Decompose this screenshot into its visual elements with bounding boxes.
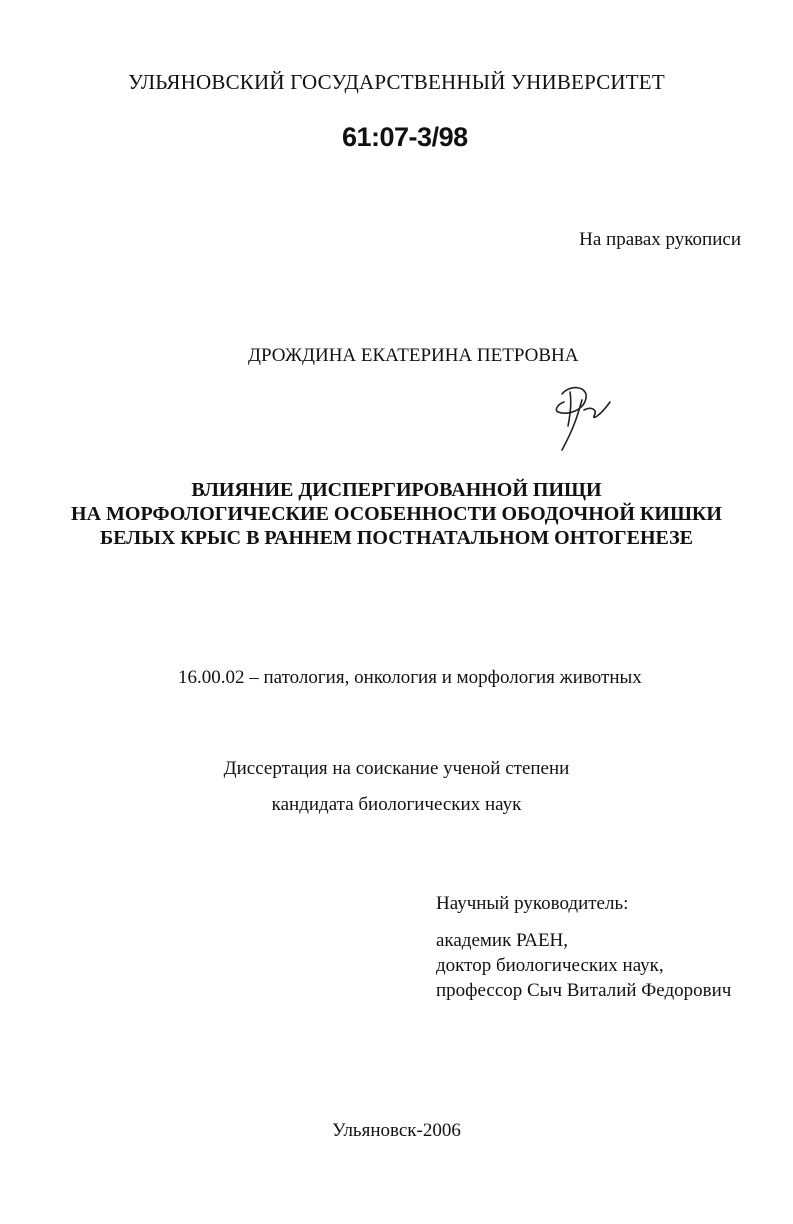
title-line-1: ВЛИЯНИЕ ДИСПЕРГИРОВАННОЙ ПИЩИ (191, 479, 602, 501)
catalog-code: 61:07-3/98 (342, 122, 468, 152)
supervisor-line-1: академик РАЕН, (436, 930, 569, 951)
title-line-2: НА МОРФОЛОГИЧЕСКИЕ ОСОБЕННОСТИ ОБОДОЧНОЙ КИШКИ (71, 503, 722, 525)
supervisor-line-2: доктор биологических наук, (436, 955, 664, 976)
city-year: Ульяновск-2006 (332, 1120, 461, 1141)
dissertation-title (0, 478, 793, 550)
author-signature-icon (548, 380, 616, 454)
degree-line-1: Диссертация на соискание ученой степени (223, 758, 570, 779)
author-name: ДРОЖДИНА ЕКАТЕРИНА ПЕТРОВНА (248, 345, 579, 366)
degree-line-2: кандидата биологических наук (271, 794, 522, 815)
university-name: УЛЬЯНОВСКИЙ ГОСУДАРСТВЕННЫЙ УНИВЕРСИТЕТ (128, 70, 665, 94)
degree-statement (0, 751, 793, 823)
title-line-3: БЕЛЫХ КРЫС В РАННЕМ ПОСТНАТАЛЬНОМ ОНТОГЕНЕЗЕ (100, 527, 693, 549)
specialty-code: 16.00.02 – патология, онкология и морфология животных (178, 667, 642, 688)
supervisor-label: Научный руководитель: (436, 893, 629, 914)
manuscript-note: На правах рукописи (579, 229, 741, 250)
supervisor-details (436, 928, 731, 1003)
supervisor-line-3: профессор Сыч Виталий Федорович (436, 980, 732, 1001)
